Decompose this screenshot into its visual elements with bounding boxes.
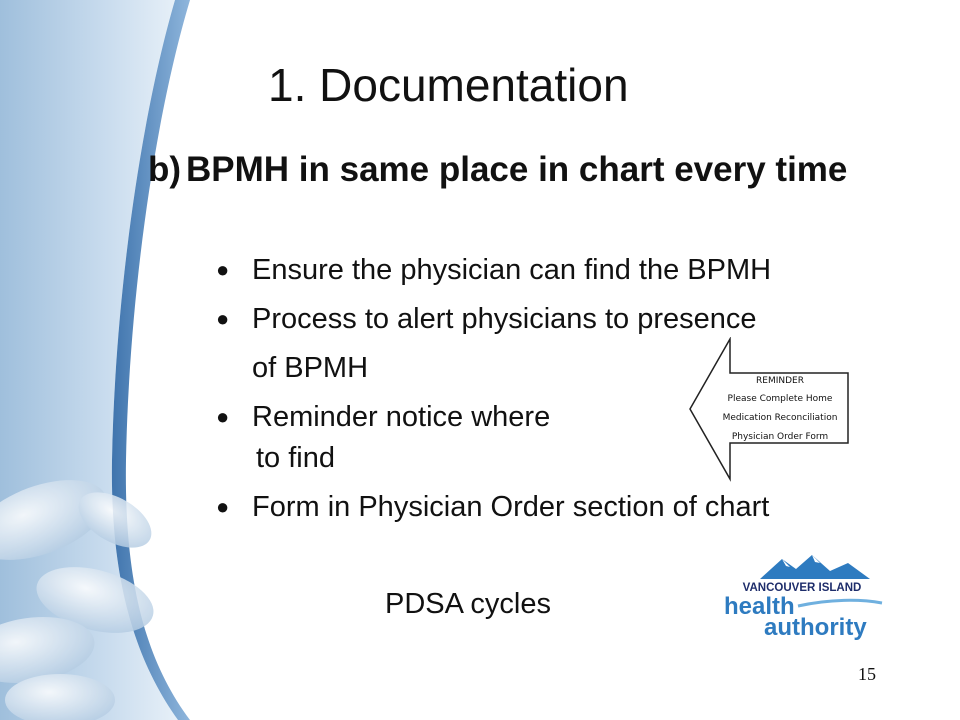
bullet-continuation: to find [256, 442, 335, 474]
slide-number: 15 [858, 664, 876, 684]
slide-title: 1. Documentation [268, 59, 629, 111]
bullet-icon: ● [216, 404, 230, 429]
subheading-marker: b) [148, 150, 182, 189]
logo-line2: health [724, 593, 795, 620]
subheading [148, 150, 918, 190]
reminder-line: Physician Order Form [731, 432, 829, 442]
bullet-item [216, 400, 550, 434]
logo-line1: VANCOUVER ISLAND [742, 582, 862, 594]
subheading-text: BPMH in same place in chart every time [186, 150, 848, 189]
vancouver-island-health-authority-logo [720, 553, 885, 641]
bullet-item [216, 490, 769, 524]
reminder-line: Please Complete Home [727, 394, 833, 404]
decorative-sidebar [0, 0, 260, 720]
bullet-icon: ● [216, 306, 230, 331]
bullet-text: Reminder notice where [252, 401, 551, 433]
bullet-icon: ● [216, 257, 230, 282]
bullet-item [216, 302, 757, 336]
logo-line3: authority [764, 614, 867, 641]
reminder-line: REMINDER [756, 376, 804, 386]
bullet-continuation: of BPMH [252, 352, 369, 384]
bullet-text: Process to alert physicians to presence [252, 303, 757, 335]
pdsa-label: PDSA cycles [385, 588, 551, 620]
bullet-item [216, 253, 771, 287]
bullet-icon: ● [216, 494, 230, 519]
reminder-notice-graphic [688, 337, 854, 483]
reminder-line: Medication Reconciliation [722, 413, 838, 423]
bullet-text: Ensure the physician can find the BPMH [252, 254, 772, 286]
bullet-text: Form in Physician Order section of chart [252, 491, 770, 523]
left-arrow-icon [690, 339, 848, 479]
